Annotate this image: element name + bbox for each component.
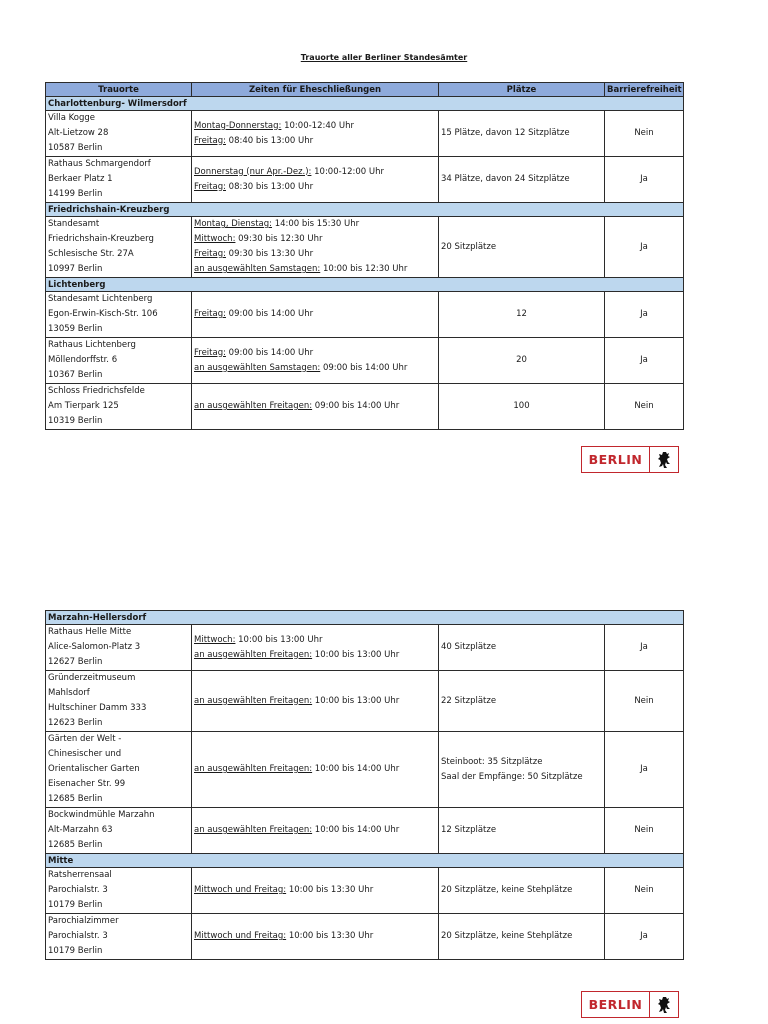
time-range: 10:00-12:00 Uhr: [311, 166, 384, 177]
time-line: [194, 134, 436, 149]
venue-line: 14199 Berlin: [48, 189, 103, 199]
district-row: [46, 278, 684, 292]
table-row: [46, 671, 684, 732]
seats-cell: [439, 292, 605, 338]
times-cell: [192, 625, 439, 671]
venue-line: 13059 Berlin: [48, 324, 103, 334]
weekday-label: Mittwoch und Freitag:: [194, 931, 287, 941]
weekday-label: Freitag:: [194, 181, 226, 192]
venue-cell: [46, 157, 192, 203]
seats-line: 20 Sitzplätze, keine Stehplätze: [441, 885, 573, 895]
berlin-wordmark: BERLIN: [582, 992, 650, 1017]
column-header: Trauorte: [46, 83, 192, 97]
time-line: [194, 232, 436, 247]
column-header: Plätze: [439, 83, 605, 97]
times-cell: [192, 292, 439, 338]
weekday-label: Freitag:: [194, 135, 226, 146]
venue-line: Alt-Marzahn 63: [48, 825, 113, 835]
venue-cell: [46, 292, 192, 338]
table-row: [46, 157, 684, 203]
venue-cell: [46, 625, 192, 671]
time-line: [194, 247, 436, 262]
weekday-label: Freitag:: [194, 249, 226, 259]
weekday-label: an ausgewählten Freitagen:: [194, 649, 313, 660]
seats-cell: [439, 111, 605, 157]
seats-cell: [439, 671, 605, 732]
berlin-wordmark: BERLIN: [582, 447, 650, 472]
table-row: [46, 625, 684, 671]
berlin-logo: [581, 446, 679, 473]
venue-table-page-1: [45, 82, 684, 430]
district-name: Mitte: [46, 854, 684, 868]
seats-line: 20 Sitzplätze, keine Stehplätze: [441, 931, 573, 941]
venue-line: Rathaus Helle Mitte: [48, 627, 132, 637]
seats-cell: [439, 808, 605, 854]
venue-cell: [46, 111, 192, 157]
district-name: Marzahn-Hellersdorf: [46, 611, 684, 625]
time-line: [194, 307, 436, 322]
accessibility-value: Nein: [605, 808, 684, 854]
venue-line: 12685 Berlin: [48, 794, 103, 804]
time-line: [194, 648, 436, 663]
venue-cell: [46, 671, 192, 732]
seats-cell: [439, 732, 605, 808]
berlin-bear-icon: [650, 447, 678, 472]
time-line: [194, 762, 436, 777]
times-cell: [192, 384, 439, 430]
venue-cell: [46, 217, 192, 278]
weekday-label: an ausgewählten Samstagen:: [194, 362, 321, 373]
time-range: 08:30 bis 13:00 Uhr: [225, 181, 314, 192]
venue-line: 10179 Berlin: [48, 946, 103, 956]
venue-cell: [46, 914, 192, 960]
time-range: 08:40 bis 13:00 Uhr: [225, 135, 314, 146]
accessibility-value: Ja: [605, 732, 684, 808]
venue-cell: [46, 808, 192, 854]
table-row: [46, 384, 684, 430]
venue-line: 10319 Berlin: [48, 416, 103, 426]
time-line: [194, 823, 436, 838]
venue-line: Berkaer Platz 1: [48, 174, 113, 184]
time-range: 09:00 bis 14:00 Uhr: [320, 362, 408, 373]
seats-cell: [439, 157, 605, 203]
seats-line: 100: [513, 401, 530, 411]
time-range: 10:00 bis 13:00 Uhr: [312, 695, 400, 706]
venue-line: 10367 Berlin: [48, 370, 103, 380]
venue-line: Egon-Erwin-Kisch-Str. 106: [48, 309, 158, 319]
time-line: [194, 346, 436, 361]
weekday-label: Montag, Dienstag:: [194, 219, 273, 229]
times-cell: [192, 157, 439, 203]
time-line: [194, 119, 436, 134]
venue-line: 10179 Berlin: [48, 900, 103, 910]
venue-cell: [46, 384, 192, 430]
venue-table-page-2: [45, 610, 684, 960]
venue-line: Am Tierpark 125: [48, 401, 119, 411]
seats-cell: [439, 384, 605, 430]
weekday-label: Freitag:: [194, 347, 226, 358]
venue-cell: [46, 732, 192, 808]
time-range: 10:00 bis 13:30 Uhr: [286, 931, 374, 941]
accessibility-value: Ja: [605, 338, 684, 384]
venue-cell: [46, 868, 192, 914]
time-line: [194, 399, 436, 414]
table-row: [46, 111, 684, 157]
accessibility-value: Ja: [605, 625, 684, 671]
time-line: [194, 633, 436, 648]
accessibility-value: Nein: [605, 384, 684, 430]
table-row: [46, 732, 684, 808]
times-cell: [192, 111, 439, 157]
header-row: [46, 83, 684, 97]
venue-line: Parochialzimmer: [48, 916, 119, 926]
accessibility-value: Ja: [605, 217, 684, 278]
time-range: 09:00 bis 14:00 Uhr: [225, 347, 314, 358]
district-row: [46, 97, 684, 111]
weekday-label: Mittwoch und Freitag:: [194, 885, 287, 895]
accessibility-value: Nein: [605, 111, 684, 157]
venue-line: Hultschiner Damm 333: [48, 703, 147, 713]
venue-line: 10997 Berlin: [48, 264, 103, 274]
venue-cell: [46, 338, 192, 384]
seats-line: 12: [516, 309, 527, 319]
weekday-label: Montag-Donnerstag:: [194, 120, 282, 131]
time-line: [194, 929, 436, 944]
weekday-label: Donnerstag (nur Apr.-Dez.):: [194, 166, 312, 177]
weekday-label: an ausgewählten Freitagen:: [194, 825, 313, 835]
column-header: Zeiten für Eheschließungen: [192, 83, 439, 97]
accessibility-value: Ja: [605, 292, 684, 338]
seats-line: Saal der Empfänge: 50 Sitzplätze: [441, 771, 583, 782]
times-cell: [192, 914, 439, 960]
weekday-label: Mittwoch:: [194, 634, 236, 645]
weekday-label: Freitag:: [194, 309, 226, 319]
venue-line: Bockwindmühle Marzahn: [48, 810, 155, 820]
seats-line: 40 Sitzplätze: [441, 642, 497, 652]
time-range: 10:00 bis 14:00 Uhr: [312, 825, 400, 835]
time-range: 09:30 bis 12:30 Uhr: [235, 234, 323, 244]
district-name: Charlottenburg- Wilmersdorf: [46, 97, 684, 111]
venue-line: Standesamt Lichtenberg: [48, 294, 153, 304]
time-line: [194, 180, 436, 195]
venue-line: Mahlsdorf: [48, 688, 90, 698]
venue-line: Schlesische Str. 27A: [48, 249, 134, 259]
district-row: [46, 611, 684, 625]
weekday-label: an ausgewählten Samstagen:: [194, 264, 321, 274]
time-line: [194, 694, 436, 709]
venue-line: 12685 Berlin: [48, 840, 103, 850]
table-row: [46, 914, 684, 960]
time-range: 10:00 bis 14:00 Uhr: [312, 764, 400, 774]
seats-cell: [439, 625, 605, 671]
district-name: Friedrichshain-Kreuzberg: [46, 203, 684, 217]
table-row: [46, 868, 684, 914]
district-row: [46, 854, 684, 868]
times-cell: [192, 808, 439, 854]
table-row: [46, 292, 684, 338]
venue-line: Villa Kogge: [48, 113, 95, 123]
accessibility-value: Ja: [605, 914, 684, 960]
venue-line: Ratsherrensaal: [48, 870, 112, 880]
time-range: 10:00 bis 12:30 Uhr: [320, 264, 408, 274]
time-line: [194, 165, 436, 180]
venue-line: 12627 Berlin: [48, 657, 103, 667]
venue-line: Parochialstr. 3: [48, 885, 108, 895]
weekday-label: an ausgewählten Freitagen:: [194, 401, 313, 411]
table-row: [46, 217, 684, 278]
time-range: 09:00 bis 14:00 Uhr: [312, 401, 400, 411]
page-title: Trauorte aller Berliner Standesämter: [300, 53, 468, 62]
berlin-bear-icon: [650, 992, 678, 1017]
seats-line: 15 Plätze, davon 12 Sitzplätze: [441, 128, 570, 138]
weekday-label: Mittwoch:: [194, 234, 236, 244]
venue-line: Alt-Lietzow 28: [48, 128, 109, 138]
weekday-label: an ausgewählten Freitagen:: [194, 695, 313, 706]
venue-line: Möllendorffstr. 6: [48, 355, 118, 365]
times-cell: [192, 732, 439, 808]
venue-line: Gründerzeitmuseum: [48, 673, 136, 683]
seats-line: 34 Plätze, davon 24 Sitzplätze: [441, 174, 570, 184]
column-header: Barrierefreiheit: [605, 83, 684, 97]
time-range: 10:00 bis 13:00 Uhr: [235, 634, 323, 645]
seats-cell: [439, 217, 605, 278]
venue-line: Eisenacher Str. 99: [48, 779, 126, 789]
venue-line: Gärten der Welt -: [48, 734, 122, 744]
seats-cell: [439, 914, 605, 960]
venue-line: Schloss Friedrichsfelde: [48, 386, 145, 396]
seats-line: Steinboot: 35 Sitzplätze: [441, 756, 543, 767]
weekday-label: an ausgewählten Freitagen:: [194, 764, 313, 774]
time-line: [194, 217, 436, 232]
venue-line: Orientalischer Garten: [48, 764, 140, 774]
accessibility-value: Nein: [605, 868, 684, 914]
venue-line: Friedrichshain-Kreuzberg: [48, 234, 154, 244]
time-line: [194, 883, 436, 898]
times-cell: [192, 338, 439, 384]
seats-line: 20: [516, 355, 527, 365]
time-range: 10:00 bis 13:00 Uhr: [312, 649, 400, 660]
accessibility-value: Nein: [605, 671, 684, 732]
seats-cell: [439, 338, 605, 384]
table-row: [46, 338, 684, 384]
venue-line: Chinesischer und: [48, 749, 122, 759]
time-line: [194, 361, 436, 376]
venue-line: Alice-Salomon-Platz 3: [48, 642, 141, 652]
table-row: [46, 808, 684, 854]
time-range: 10:00-12:40 Uhr: [281, 120, 354, 131]
time-line: [194, 262, 436, 277]
time-range: 14:00 bis 15:30 Uhr: [272, 219, 360, 229]
seats-line: 20 Sitzplätze: [441, 241, 497, 252]
venue-line: 10587 Berlin: [48, 143, 103, 153]
accessibility-value: Ja: [605, 157, 684, 203]
venue-line: Rathaus Lichtenberg: [48, 340, 136, 350]
times-cell: [192, 217, 439, 278]
venue-line: Rathaus Schmargendorf: [48, 159, 151, 169]
venue-line: Standesamt: [48, 219, 100, 229]
venue-line: 12623 Berlin: [48, 718, 103, 728]
time-range: 09:00 bis 14:00 Uhr: [225, 309, 314, 319]
venue-line: Parochialstr. 3: [48, 931, 108, 941]
times-cell: [192, 868, 439, 914]
seats-line: 22 Sitzplätze: [441, 695, 497, 706]
time-range: 10:00 bis 13:30 Uhr: [286, 885, 374, 895]
times-cell: [192, 671, 439, 732]
seats-line: 12 Sitzplätze: [441, 825, 497, 835]
district-name: Lichtenberg: [46, 278, 684, 292]
seats-cell: [439, 868, 605, 914]
berlin-logo: [581, 991, 679, 1018]
time-range: 09:30 bis 13:30 Uhr: [225, 249, 314, 259]
district-row: [46, 203, 684, 217]
